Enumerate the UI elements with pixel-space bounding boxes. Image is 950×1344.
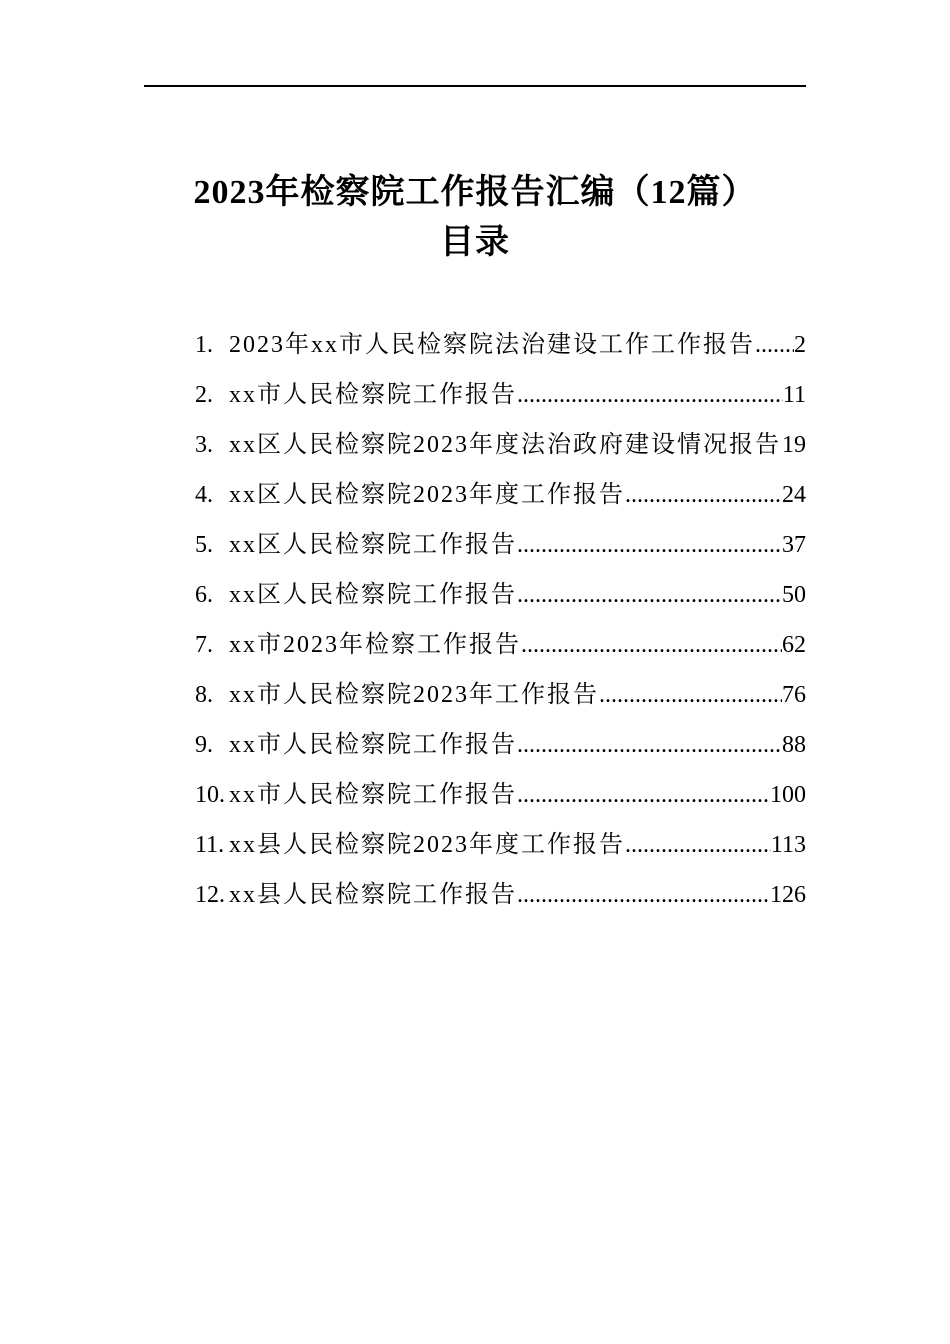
toc-entry-page: 76	[782, 682, 806, 708]
toc-entry-number: 4.	[195, 482, 213, 508]
toc-entry-page: 126	[770, 882, 806, 908]
toc-entry-3[interactable]	[195, 425, 806, 475]
toc-entry-page: 50	[782, 582, 806, 608]
toc-entry-2[interactable]	[195, 375, 806, 425]
toc-entry-page: 62	[782, 632, 806, 658]
toc-entry-number: 5.	[195, 532, 213, 558]
document-title: 2023年检察院工作报告汇编（12篇）	[193, 174, 757, 211]
toc-dot-leader	[625, 475, 782, 515]
toc-entry-page: 11	[782, 382, 806, 408]
toc-entry-number: 10.	[195, 782, 225, 808]
toc-entry-title: xx市人民检察院工作报告	[229, 382, 517, 408]
toc-entry-5[interactable]	[195, 525, 806, 575]
toc-dot-leader	[755, 325, 794, 365]
toc-entry-number: 9.	[195, 732, 213, 758]
toc-entry-4[interactable]	[195, 475, 806, 525]
toc-dot-leader	[517, 575, 782, 615]
toc-entry-title: xx县人民检察院2023年度工作报告	[229, 832, 625, 858]
toc-entry-7[interactable]	[195, 625, 806, 675]
toc-entry-10[interactable]	[195, 775, 806, 825]
toc-entry-title: xx市人民检察院工作报告	[229, 732, 517, 758]
toc-entry-11[interactable]	[195, 825, 806, 875]
toc-entry-title: xx区人民检察院工作报告	[229, 582, 517, 608]
toc-entry-title: xx区人民检察院工作报告	[229, 532, 517, 558]
toc-entry-number: 6.	[195, 582, 213, 608]
toc-entry-number: 8.	[195, 682, 213, 708]
toc-entry-number: 11.	[195, 832, 225, 858]
toc-entry-page: 37	[782, 532, 806, 558]
header-rule	[144, 85, 806, 87]
toc-entry-number: 7.	[195, 632, 213, 658]
toc-dot-leader	[517, 375, 783, 415]
table-of-contents	[195, 325, 806, 925]
toc-entry-page: 113	[770, 832, 806, 858]
toc-entry-number: 1.	[195, 332, 213, 358]
toc-dot-leader	[599, 675, 782, 715]
toc-entry-number: 2.	[195, 382, 213, 408]
toc-dot-leader	[517, 775, 770, 815]
toc-dot-leader	[517, 725, 782, 765]
toc-entry-page: 100	[770, 782, 806, 808]
toc-dot-leader	[625, 825, 771, 865]
toc-entry-title: xx区人民检察院2023年度工作报告	[229, 482, 625, 508]
toc-dot-leader	[521, 625, 782, 665]
toc-entry-page: 2	[794, 332, 806, 358]
toc-entry-12[interactable]	[195, 875, 806, 925]
toc-entry-9[interactable]	[195, 725, 806, 775]
toc-entry-page: 24	[782, 482, 806, 508]
toc-entry-number: 3.	[195, 432, 213, 458]
toc-heading: 目录	[440, 224, 510, 261]
toc-entry-title: xx区人民检察院2023年度法治政府建设情况报告	[229, 432, 781, 458]
toc-entry-1[interactable]	[195, 325, 806, 375]
toc-entry-title: xx市人民检察院工作报告	[229, 782, 517, 808]
toc-entry-title: xx县人民检察院工作报告	[229, 882, 517, 908]
toc-entry-number: 12.	[195, 882, 225, 908]
toc-entry-page: 88	[782, 732, 806, 758]
toc-entry-title: xx市2023年检察工作报告	[229, 632, 521, 658]
toc-dot-leader	[517, 875, 770, 915]
toc-entry-title: 2023年xx市人民检察院法治建设工作工作报告	[229, 332, 755, 358]
toc-entry-page: 19	[782, 432, 806, 458]
toc-entry-6[interactable]	[195, 575, 806, 625]
toc-entry-8[interactable]	[195, 675, 806, 725]
toc-entry-title: xx市人民检察院2023年工作报告	[229, 682, 599, 708]
toc-dot-leader	[517, 525, 782, 565]
